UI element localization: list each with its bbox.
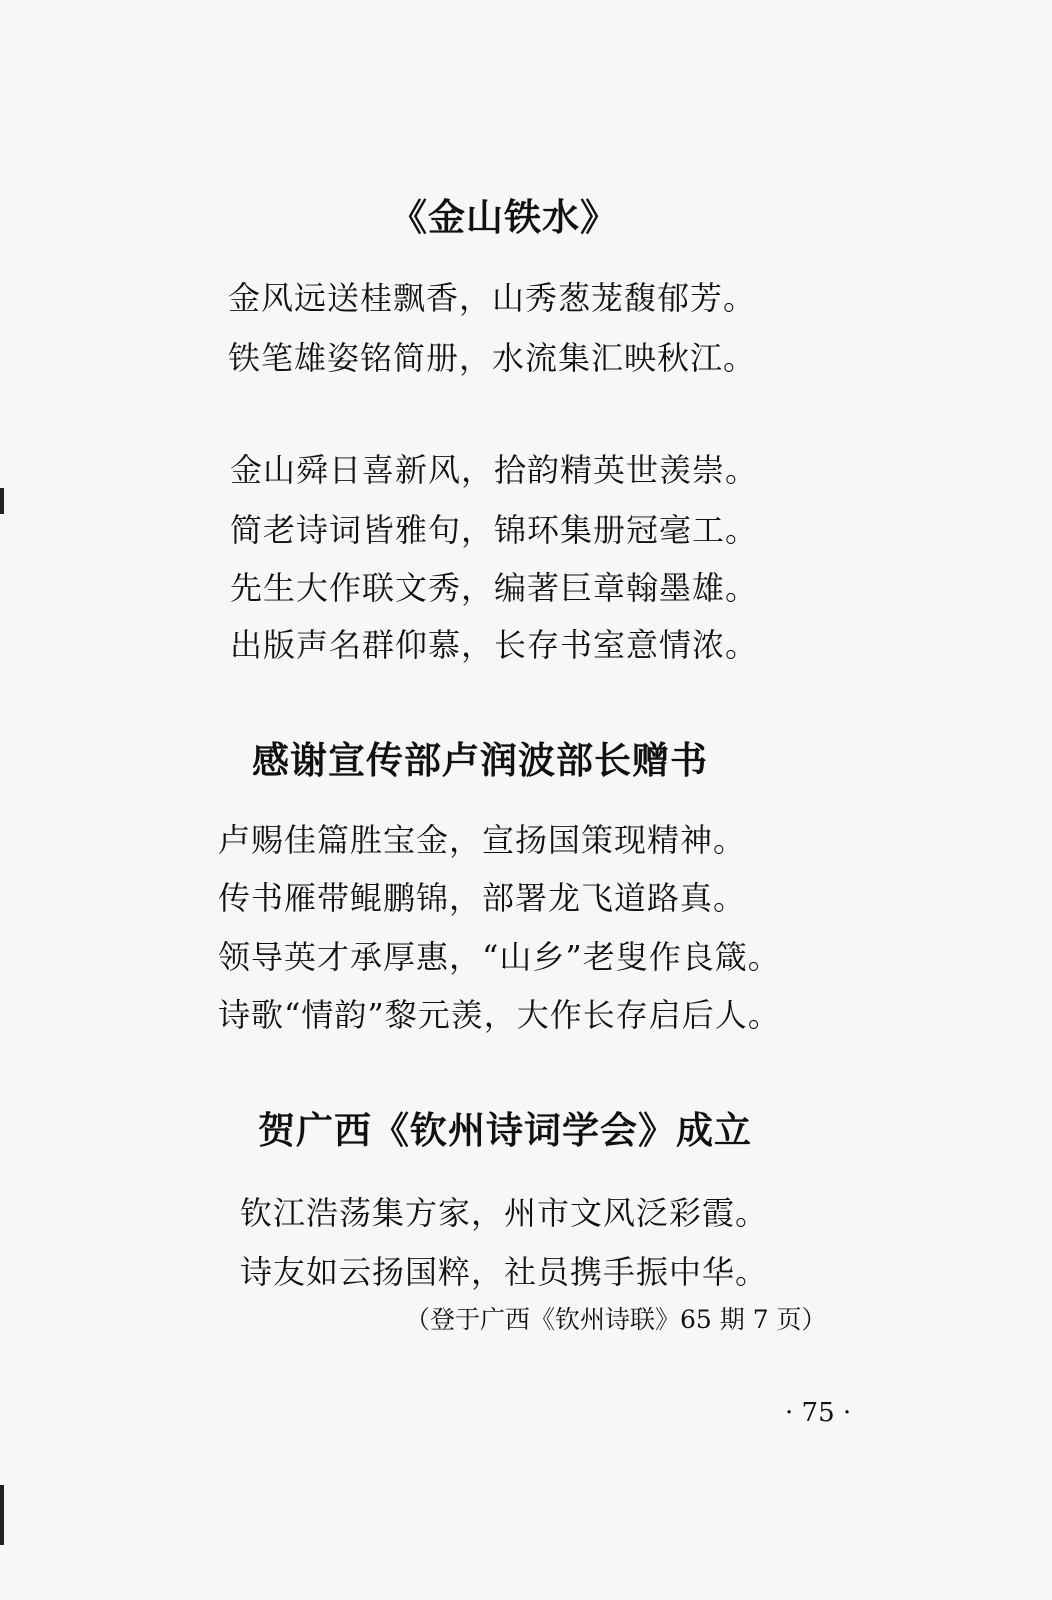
poem-line: 传书雁带鲲鹏锦，部署龙飞道路真。 (218, 879, 747, 917)
poem-title: 《金山铁水》 (390, 196, 618, 239)
scan-edge-mark (0, 488, 4, 514)
poem-line: 诗歌“情韵”黎元羡，大作长存启后人。 (218, 996, 781, 1034)
poem-line: 钦江浩荡集方家，州市文风泛彩霞。 (240, 1194, 769, 1232)
poem-line: 诗友如云扬国粹，社员携手振中华。 (240, 1253, 769, 1291)
poem-line: 铁笔雄姿铭简册，水流集汇映秋江。 (228, 339, 757, 377)
scan-edge-mark (0, 1485, 4, 1545)
poem-line: 领导英才承厚惠，“山乡”老叟作良箴。 (218, 938, 781, 976)
poem-title: 贺广西《钦州诗词学会》成立 (258, 1109, 752, 1152)
poem-line: 金山舜日喜新风，拾韵精英世羡崇。 (230, 451, 759, 489)
poem-title: 感谢宣传部卢润波部长赠书 (252, 739, 708, 782)
poem-line: 先生大作联文秀，编著巨章翰墨雄。 (230, 569, 759, 607)
page-number: · 75 · (785, 1398, 852, 1428)
poem-line: 卢赐佳篇胜宝金，宣扬国策现精神。 (218, 821, 747, 859)
publication-note: （登于广西《钦州诗联》65 期 7 页） (405, 1305, 827, 1334)
poem-line: 简老诗词皆雅句，锦环集册冠毫工。 (230, 511, 759, 549)
poem-line: 出版声名群仰慕，长存书室意情浓。 (230, 626, 759, 664)
poem-line: 金风远送桂飘香，山秀葱茏馥郁芳。 (228, 279, 757, 317)
